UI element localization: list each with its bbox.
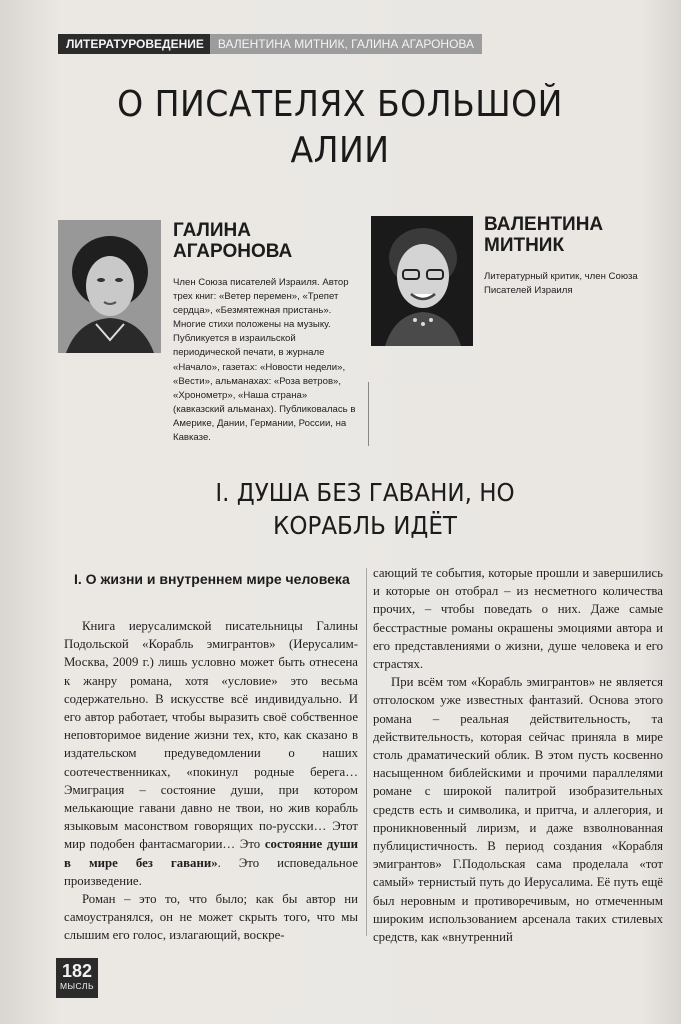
paragraph: Роман – это то, что было; как бы автор ни самоустранялся, он не может скрыть того, что мы слышим его голос, излагающий, воскре- — [64, 892, 358, 943]
magazine-name: МЫСЛЬ — [59, 981, 95, 991]
article-title: О ПИСАТЕЛЯХ БОЛЬШОЙ АЛИИ — [117, 84, 563, 171]
part-title: I. ДУША БЕЗ ГАВАНИ, НО КОРАБЛЬ ИДЁТ — [215, 478, 515, 540]
author-name-mitnik: ВАЛЕНТИНА МИТНИК — [484, 214, 604, 256]
text-column-left — [64, 617, 358, 945]
section-label: ЛИТЕРАТУРОВЕДЕНИЕ — [58, 34, 210, 54]
author-photo-mitnik — [371, 216, 473, 346]
running-header — [58, 34, 482, 54]
author-photo-agaronova — [58, 220, 161, 353]
portrait-image — [371, 216, 473, 346]
paragraph — [64, 617, 358, 890]
page-number-box — [56, 958, 98, 998]
column-rule — [366, 568, 367, 936]
portrait-image — [58, 220, 161, 353]
text-column-right — [373, 564, 663, 946]
author-bio-mitnik: Литературный критик, член Союза Писателей Израиля — [484, 271, 638, 297]
paragraph-text: Книга иерусалимской писательницы Галины Подольской «Корабль эмигрантов» (Иерусалим-Москва, 2009 г.) лишь условно может быть отнесена к жанру романа, хотя «условие» это весьма содержательно. В искусстве всё индивидуально. И его автор работает, чтобы выразить своё собственное неповторимое видение жизни тех, кто, как сказано в издательском предуведомлении о наших соотечественниках, «покинул родные берега… Эмиграция – состояние души, при котором мелькающие гавани давно не твои, но жив корабль языковым масонством говорящих по-русски… Этот мир подобен фантасмагории… Это — [64, 619, 358, 852]
author-name-agaronova: ГАЛИНА АГАРОНОВА — [173, 220, 293, 262]
author-bio-agaronova: Член Союза писателей Израиля. Автор трех книг: «Ветер перемен», «Трепет сердца», «Безмятежная пристань». Многие стихи положены на музыку. Публикуется в израильской периодической печати, в журнале «Начало», газетах: «Новости недели», «Вести», альманахах: «Роза ветров», «Хронометр», «Наша страна» (кавказский альманах). Публиковалась в Америке, Дании, Германии, России, на Кавказе. — [173, 277, 356, 444]
emphasis-text: состояние души в мире без гавани» — [64, 837, 358, 870]
subsection-heading: I. О жизни и внутреннем мире человека — [74, 571, 350, 587]
paragraph: При всём том «Корабль эмигрантов» не является отголоском уже известных фантазий. Основа этого романа – реальная действительность, та действительность, которая сейчас приняла в мире столь драматический облик. В этом пусть косвенно насыщенном библейскими и прочими параллелями романе с широкой палитрой изобразительных средств есть и символика, и притча, и аллегория, и проникновенный лиризм, и даже взволнованная публицистичность. В период создания «Корабля эмигрантов» Г.Подольская сама проделала «тот самый» тернистый путь до Иерусалима. Её путь ещё был неровным и противоречивым, но отмеченным широким использованием арсенала таких стилевых средств, как «внутренний — [373, 675, 663, 945]
page-number: 182 — [61, 961, 93, 981]
header-authors: ВАЛЕНТИНА МИТНИК, ГАЛИНА АГАРОНОВА — [210, 34, 482, 54]
paragraph-text: . Это исповедальное произведение. — [64, 855, 358, 888]
bio-divider — [368, 382, 369, 446]
paragraph: сающий те события, которые прошли и завершились и которые он отобрал – из несметного количества прочих, – чтобы поведать о них. Даже самые бесстрастные романы окрашены эмоциями автора и его представлениями о жизни, душе человека и его страстях. — [373, 566, 663, 672]
